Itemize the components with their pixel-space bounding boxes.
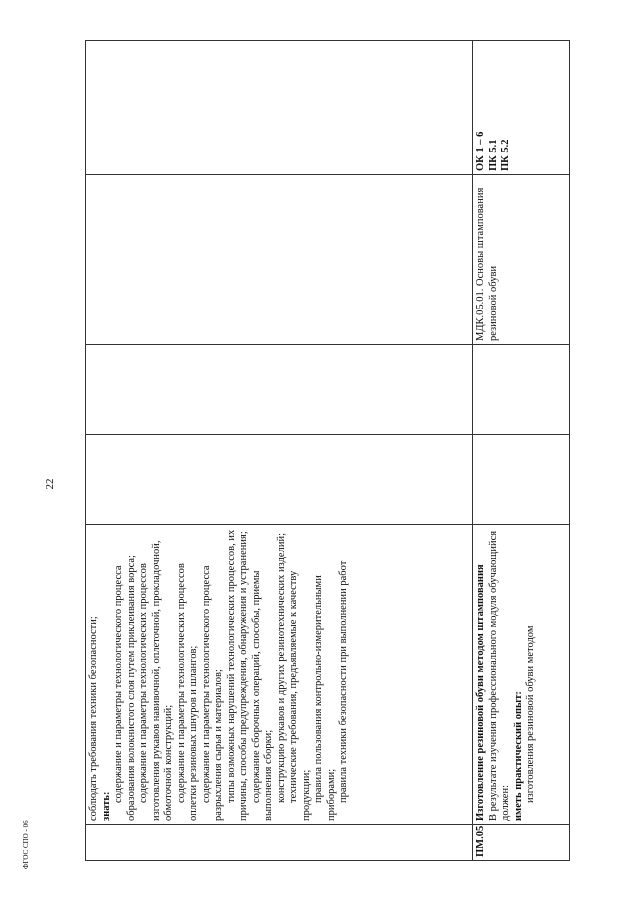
competence-code: ПК 5.1	[487, 139, 499, 171]
text-line: содержание и параметры технологического процесса разрыхления сырья и материалов;	[200, 565, 224, 821]
cell-empty	[86, 435, 473, 525]
rotated-page	[85, 41, 569, 861]
footer-label: ФГОС СПО - 06	[22, 820, 30, 869]
text-line: знать:	[100, 791, 112, 821]
text-line: содержание и параметры технологических процессов изготовления рукавов навивочной, оплеточной, прокладочной, обмоточной конструкций;	[138, 540, 174, 821]
text-line: Изготовление резиновой обуви методом штампования	[475, 564, 486, 821]
cell-empty	[473, 435, 570, 525]
cell-content	[86, 525, 473, 825]
cell-empty	[473, 345, 570, 435]
text-line: В результате изучения профессионального модуля обучающийся должен:	[487, 530, 511, 821]
text-line: типы возможных нарушений технологических процессов, их причины, способы предупреждения, обнаружения и устранения;	[225, 529, 249, 821]
page-number: 22	[44, 478, 56, 490]
cell-competences	[86, 41, 473, 175]
competence-code: ПК 5.2	[500, 139, 511, 171]
curriculum-table	[85, 40, 570, 861]
table-row	[473, 41, 570, 861]
table-row	[86, 41, 473, 861]
cell-content	[473, 525, 570, 825]
text-line: содержание и параметры технологических процессов оплетки резиновых шнуров и шлангов;	[175, 563, 199, 821]
text-line: иметь практический опыт:	[512, 691, 524, 821]
text-line: технические требования, предъявляемые к качеству продукции;	[288, 570, 312, 821]
competence-code: ОК 1 – 6	[475, 131, 486, 171]
cell-empty	[86, 345, 473, 435]
text-line: конструкцию рукавов и других резинотехнических изделий;	[275, 533, 287, 803]
text-line: соблюдать требования техники безопасности;	[88, 616, 99, 821]
cell-mdk	[86, 175, 473, 345]
text-line: содержание и параметры технологического процесса образования волокнистого слоя путем приклеивания ворса;	[113, 555, 137, 821]
text-line: правила пользования контрольно-измерительными приборами;	[313, 575, 337, 821]
cell-module-code	[86, 825, 473, 861]
cell-module-code: ПМ.05	[473, 825, 570, 861]
text-line: содержание сборочных операций, способы, приемы выполнения сборки;	[250, 570, 274, 821]
text-line: правила техники безопасности при выполнении работ	[338, 560, 349, 803]
cell-mdk: МДК.05.01. Основы штампования резиновой обуви	[473, 175, 570, 345]
cell-competences	[473, 41, 570, 175]
text-line: изготовления резиновой обуви методом	[525, 625, 536, 803]
